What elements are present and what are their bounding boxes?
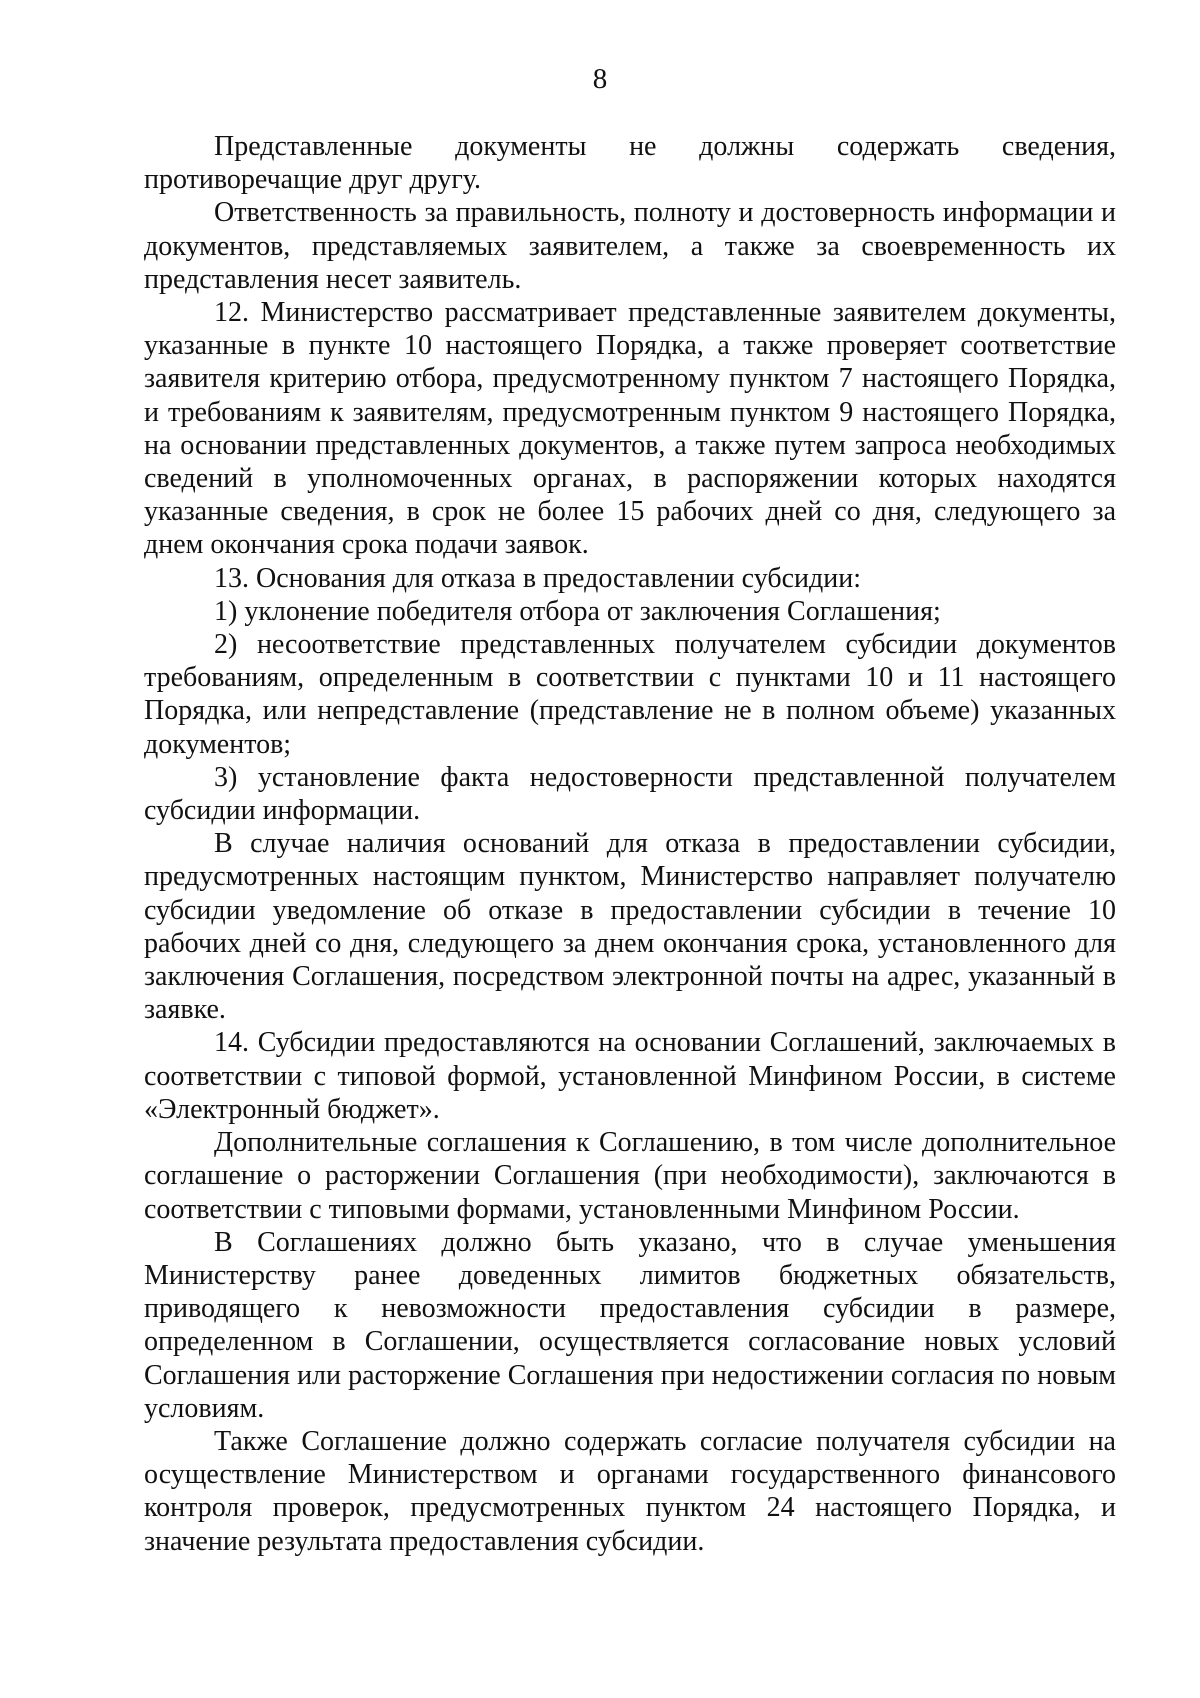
page-number: 8 [592,63,608,95]
list-item: 3) установление факта недостоверности представленной получателем субсидии информации. [144,761,1116,827]
paragraph: Также Соглашение должно содержать согласие получателя субсидии на осуществление Министерством и органами государственного финансового контроля проверок, предусмотренных пунктом 24 настоящего Порядка, и значение результата предоставления субсидии. [144,1425,1116,1557]
paragraph: 14. Субсидии предоставляются на основании Соглашений, заключаемых в соответствии с типовой формой, установленной Минфином России, в системе «Электронный бюджет». [144,1027,1116,1125]
paragraph: Дополнительные соглашения к Соглашению, в том числе дополнительное соглашение о расторжении Соглашения (при необходимости), заключаются в соответствии с типовыми формами, установленными Минфином России. [144,1127,1116,1225]
paragraph: Представленные документы не должны содержать сведения, противоречащие друг другу. [144,131,1116,196]
paragraph: В Соглашениях должно быть указано, что в случае уменьшения Министерству ранее доведенных лимитов бюджетных обязательств, приводящего к невозможности предоставления субсидии в размере, определенном в Соглашении, осуществляется согласование новых условий Соглашения или расторжение Соглашения при недостижении согласия по новым условиям. [144,1226,1116,1424]
paragraph: 13. Основания для отказа в предоставлении субсидии: [214,562,862,594]
list-item: 2) несоответствие представленных получателем субсидии документов требованиям, определенным в соответствии с пунктами 10 и 11 настоящего Порядка, или непредставление (представление не в полном объеме) указанных документов; [144,629,1116,760]
document-body [144,130,1116,1558]
list-item: 1) уклонение победителя отбора от заключения Соглашения; [214,595,941,627]
paragraph: Ответственность за правильность, полноту и достоверность информации и документов, представляемых заявителем, а также за своевременность их представления несет заявитель. [144,197,1116,295]
paragraph: 12. Министерство рассматривает представленные заявителем документы, указанные в пункте 10 настоящего Порядка, а также проверяет соответствие заявителя критерию отбора, предусмотренному пунктом 7 настоящего Порядка, и требованиям к заявителям, предусмотренным пунктом 9 настоящего Порядка, на основании представленных документов, а также путем запроса необходимых сведений в уполномоченных органах, в распоряжении которых находятся указанные сведения, в срок не более 15 рабочих дней со дня, следующего за днем окончания срока подачи заявок. [144,297,1116,561]
paragraph: В случае наличия оснований для отказа в предоставлении субсидии, предусмотренных настоящим пунктом, Министерство направляет получателю субсидии уведомление об отказе в предоставлении субсидии в течение 10 рабочих дней со дня, следующего за днем окончания срока, установленного для заключения Соглашения, посредством электронной почты на адрес, указанный в заявке. [144,828,1116,1026]
